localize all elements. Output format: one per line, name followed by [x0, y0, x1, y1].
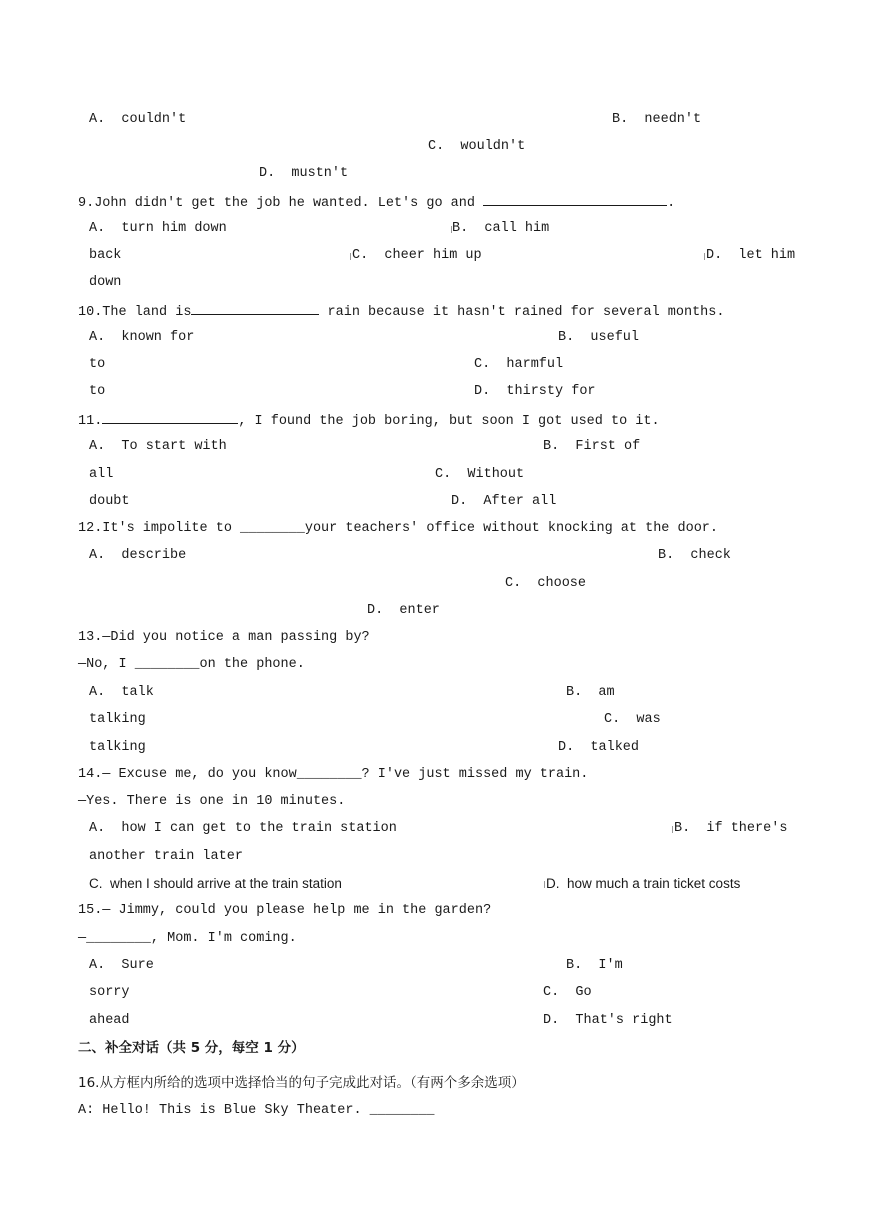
q9-stem	[78, 193, 675, 213]
q14-stem: 14.— Excuse me, do you know________? I've just missed my train.	[78, 767, 589, 782]
q9-option-b: B. call him	[452, 221, 550, 236]
q12-option-a: A. describe	[89, 548, 187, 563]
tab-marker	[704, 253, 705, 260]
q8-option-d: D. mustn't	[259, 166, 349, 181]
q13-option-c: C. was	[604, 712, 661, 727]
q14-option-b-cont: another train later	[89, 849, 243, 864]
answer-blank	[102, 411, 238, 424]
q8-option-a: A. couldn't	[89, 112, 187, 127]
q11-option-a: A. To start with	[89, 439, 227, 454]
q11-stem-text-a: 11.	[78, 414, 103, 429]
q10-option-d: D. thirsty for	[474, 384, 596, 399]
q8-option-b: B. needn't	[612, 112, 702, 127]
q12-stem: 12.It's impolite to ________your teachers' office without knocking at the door.	[78, 521, 719, 536]
tab-marker	[350, 253, 351, 260]
q15-option-b: B. I'm	[566, 958, 623, 973]
q13-option-b: B. am	[566, 685, 615, 700]
q10-option-b-cont: to	[89, 357, 106, 372]
q11-option-c: C. Without	[435, 467, 525, 482]
tab-marker	[672, 826, 673, 833]
q11-option-d: D. After all	[451, 494, 557, 509]
q10-option-c: C. harmful	[474, 357, 564, 372]
q16-dialogue-line: A: Hello! This is Blue Sky Theater. ________	[78, 1103, 435, 1118]
q10-stem-text-b: rain because it hasn't rained for several months.	[319, 305, 725, 320]
q11-option-c-cont: doubt	[89, 494, 130, 509]
q16-stem: 16.从方框内所给的选项中选择恰当的句子完成此对话。（有两个多余选项）	[78, 1075, 525, 1091]
q14-option-a: A. how I can get to the train station	[89, 821, 397, 836]
q14-stem-reply: —Yes. There is one in 10 minutes.	[78, 794, 346, 809]
q12-option-c: C. choose	[505, 576, 587, 591]
q13-option-c-cont: talking	[89, 740, 146, 755]
answer-blank	[191, 302, 319, 315]
q9-option-d: D. let him	[706, 248, 796, 263]
section-heading: 二、补全对话（共 5 分，每空 1 分）	[78, 1040, 305, 1056]
q9-option-b-cont: back	[89, 248, 122, 263]
q11-stem	[78, 411, 660, 431]
q13-stem: 13.—Did you notice a man passing by?	[78, 630, 370, 645]
q14-option-c: C. when I should arrive at the train station	[89, 876, 342, 891]
q10-option-c-cont: to	[89, 384, 106, 399]
q11-option-b: B. First of	[543, 439, 641, 454]
q9-option-d-cont: down	[89, 275, 122, 290]
q10-stem	[78, 302, 725, 322]
q14-option-b: B. if there's	[674, 821, 788, 836]
q13-option-d: D. talked	[558, 740, 640, 755]
q15-option-a: A. Sure	[89, 958, 154, 973]
q15-option-c: C. Go	[543, 985, 592, 1000]
q15-stem: 15.— Jimmy, could you please help me in the garden?	[78, 903, 492, 918]
q9-option-c: C. cheer him up	[352, 248, 482, 263]
q9-option-a: A. turn him down	[89, 221, 227, 236]
tab-marker	[544, 881, 545, 888]
q15-stem-reply: —________, Mom. I'm coming.	[78, 931, 297, 946]
q8-option-c: C. wouldn't	[428, 139, 526, 154]
q9-stem-text: 9.John didn't get the job he wanted. Let's go and	[78, 196, 475, 211]
q15-option-c-cont: ahead	[89, 1013, 130, 1028]
q15-option-d: D. That's right	[543, 1013, 673, 1028]
q12-option-d: D. enter	[367, 603, 440, 618]
answer-blank	[483, 193, 667, 206]
q14-option-d: D. how much a train ticket costs	[546, 876, 741, 891]
q10-stem-text-a: 10.The land is	[78, 305, 192, 320]
q12-option-b: B. check	[658, 548, 731, 563]
q11-stem-text-b: , I found the job boring, but soon I got used to it.	[238, 414, 660, 429]
q11-option-b-cont: all	[89, 467, 114, 482]
q10-option-a: A. known for	[89, 330, 195, 345]
q13-stem-reply: —No, I ________on the phone.	[78, 657, 305, 672]
q9-stem-end: .	[667, 196, 676, 211]
q15-option-b-cont: sorry	[89, 985, 130, 1000]
q13-option-a: A. talk	[89, 685, 154, 700]
q13-option-b-cont: talking	[89, 712, 146, 727]
q10-option-b: B. useful	[558, 330, 640, 345]
